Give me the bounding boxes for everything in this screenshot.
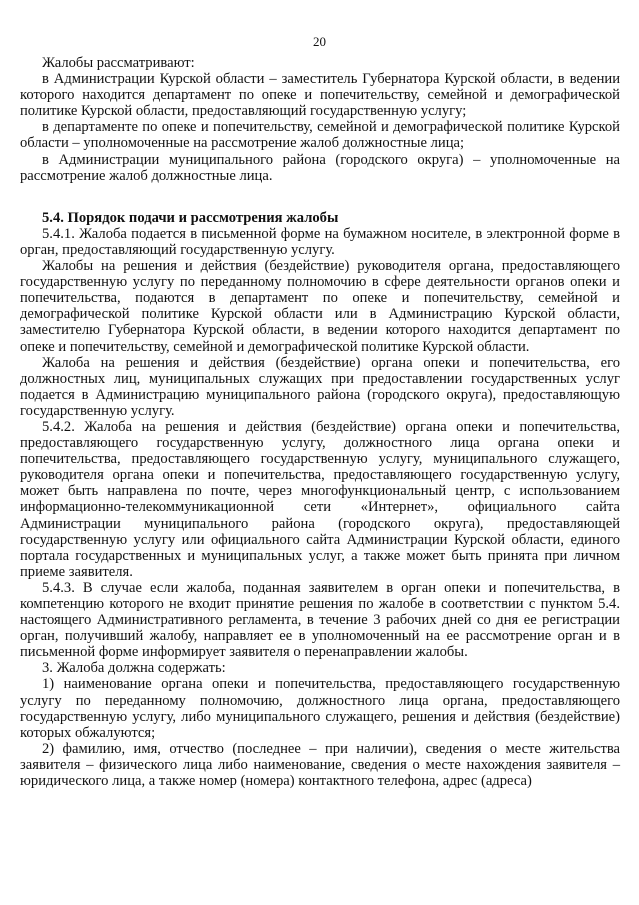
paragraph: 5.4.3. В случае если жалоба, поданная заявителем в орган опеки и попечительства, в компетенцию которого не входит принятие решения по жалобе в соответствии с пунктом 5.4. настоящего Административного регламента, в течение 3 рабочих дней со дня ее регистрации орган, получивший жалобу, направляет ее в уполномоченный на ее рассмотрение орган и в письменной форме информирует заявителя о перенаправлении жалобы.: [20, 579, 620, 661]
spacer: [20, 184, 620, 210]
paragraph: 3. Жалоба должна содержать:: [42, 660, 226, 677]
paragraph: в Администрации муниципального района (городского округа) – уполномоченные на рассмотрение жалоб должностные лица.: [20, 151, 620, 184]
paragraph: в Администрации Курской области – заместитель Губернатора Курской области, в ведении которого находится департамент по опеке и попечительству, семейной и демографической политике Курской области, предоставляющий государственную услугу;: [20, 71, 620, 120]
paragraph: Жалоба на решения и действия (бездействие) органа опеки и попечительства, его должностных лиц, муниципальных служащих при предоставлении государственных услуг подается в Администрацию муниципального района (городского округа), предоставляющую государственную услугу.: [20, 354, 620, 419]
paragraph: Жалобы на решения и действия (бездействие) руководителя органа, предоставляющего государственную услугу по переданному полномочию в сфере деятельности органов опеки и попечительства, подаются в департамент по опеке и попечительству, семейной и демографической политике Курской области или в Администрацию Курской области, заместителю Губернатора Курской области, в ведении которого находится департамент по опеке и попечительству, семейной и демографической политике Курской области.: [20, 258, 620, 355]
paragraph: 5.4.2. Жалоба на решения и действия (бездействие) органа опеки и попечительства, предоставляющего государственную услугу, должностного лица органа опеки и попечительства, предоставляющего государственную услугу, муниципального служащего, руководителя органа опеки и попечительства, предоставляющего государственную услугу, может быть направлена по почте, через многофункциональный центр, с использованием информационно-телекоммуникационной сети «Интернет», официального сайта Администрации муниципального района (городского округа), предоставляющей государственную услугу или официального сайта Администрации Курской области, единого портала государственных и муниципальных услуг, а также может быть принята при личном приеме заявителя.: [20, 418, 620, 580]
page-number: 20: [313, 34, 326, 49]
paragraph: Жалобы рассматривают:: [42, 55, 195, 71]
paragraph: 2) фамилию, имя, отчество (последнее – при наличии), сведения о месте жительства заявителя – физического лица либо наименование, сведения о месте нахождения заявителя – юридического лица, а также номер (номера) контактного телефона, адрес (адреса): [20, 740, 620, 790]
paragraph: 5.4.1. Жалоба подается в письменной форме на бумажном носителе, в электронной форме в орган, предоставляющий государственную услугу.: [20, 225, 620, 258]
paragraph: в департаменте по опеке и попечительству, семейной и демографической политике Курской области – уполномоченные на рассмотрение жалоб должностные лица;: [20, 119, 620, 152]
paragraph: 1) наименование органа опеки и попечительства, предоставляющего государственную услугу по переданному полномочию, должностного лица органа, предоставляющего государственную услугу, либо муниципального служащего, решения и действия (бездействие) которых обжалуются;: [20, 676, 620, 741]
section-heading: 5.4. Порядок подачи и рассмотрения жалобы: [42, 209, 339, 226]
document-body: [20, 55, 620, 789]
